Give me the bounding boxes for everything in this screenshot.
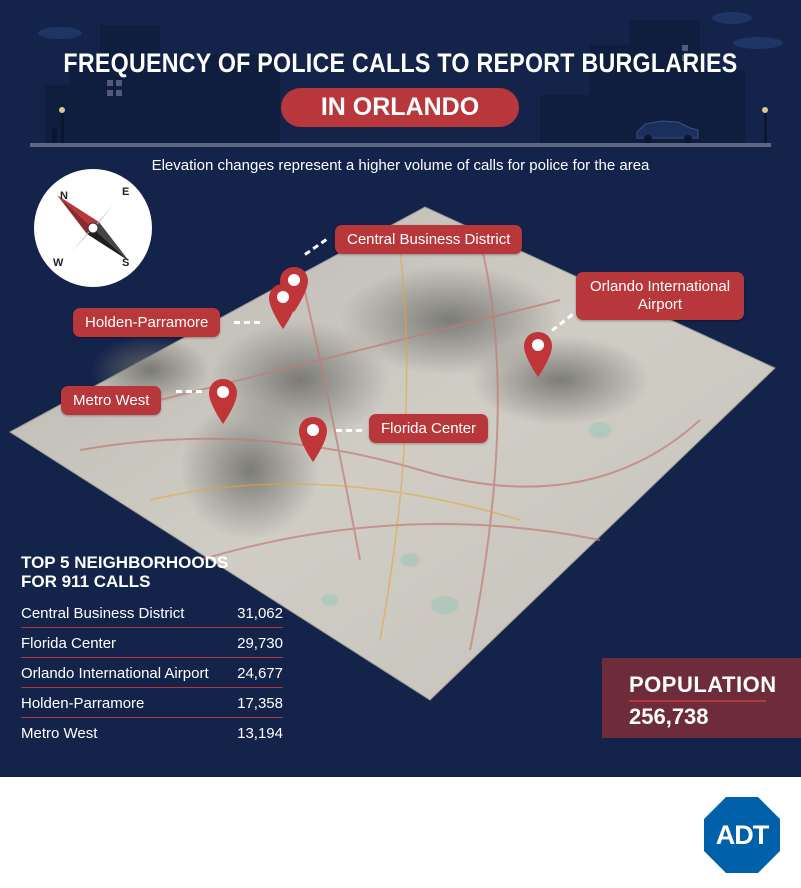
neighborhood-name: Florida Center <box>21 634 117 652</box>
compass-west: W <box>53 257 64 269</box>
adt-logo-text: ADT <box>715 820 769 850</box>
call-count: 31,062 <box>237 604 283 622</box>
map-pin-icon <box>298 416 328 464</box>
map-pin-icon <box>268 283 298 331</box>
top5-list <box>21 599 283 748</box>
top5-heading-line1: TOP 5 NEIGHBORHOODS <box>21 553 229 572</box>
map-pin-icon <box>523 331 553 379</box>
call-count: 29,730 <box>237 634 283 652</box>
population-label: POPULATION <box>629 672 777 697</box>
page-title: FREQUENCY OF POLICE CALLS TO REPORT BURGLARIES <box>63 48 738 78</box>
neighborhood-name: Holden-Parramore <box>21 694 145 712</box>
list-item <box>21 599 283 628</box>
list-item <box>21 659 283 688</box>
label-central-business-district: Central Business District <box>335 225 522 254</box>
list-item <box>21 719 283 747</box>
top5-heading-line2: FOR 911 CALLS <box>21 572 151 591</box>
call-count: 13,194 <box>237 724 283 742</box>
neighborhood-name: Orlando International Airport <box>21 664 209 682</box>
population-box <box>602 658 801 738</box>
compass-south: S <box>122 257 130 269</box>
population-value: 256,738 <box>629 704 709 729</box>
label-holden-parramore: Holden-Parramore <box>73 308 220 337</box>
label-orlando-international-airport: Orlando International Airport <box>576 272 744 320</box>
map-pin-icon <box>208 378 238 426</box>
subtitle: Elevation changes represent a higher volume of calls for police for the area <box>151 157 650 174</box>
label-florida-center: Florida Center <box>369 414 488 443</box>
adt-logo <box>703 796 781 874</box>
compass-east: E <box>122 186 130 198</box>
compass-icon <box>33 168 153 288</box>
population-divider <box>629 700 766 702</box>
top5-heading <box>21 553 261 591</box>
list-item <box>21 629 283 658</box>
compass-north: N <box>60 190 68 202</box>
connector-line <box>336 429 362 432</box>
city-badge: IN ORLANDO <box>281 88 519 127</box>
neighborhood-name: Metro West <box>21 724 98 742</box>
call-count: 17,358 <box>237 694 283 712</box>
call-count: 24,677 <box>237 664 283 682</box>
label-metro-west: Metro West <box>61 386 161 415</box>
connector-line <box>176 390 202 393</box>
connector-line <box>234 321 260 324</box>
neighborhood-name: Central Business District <box>21 604 185 622</box>
list-item <box>21 689 283 718</box>
